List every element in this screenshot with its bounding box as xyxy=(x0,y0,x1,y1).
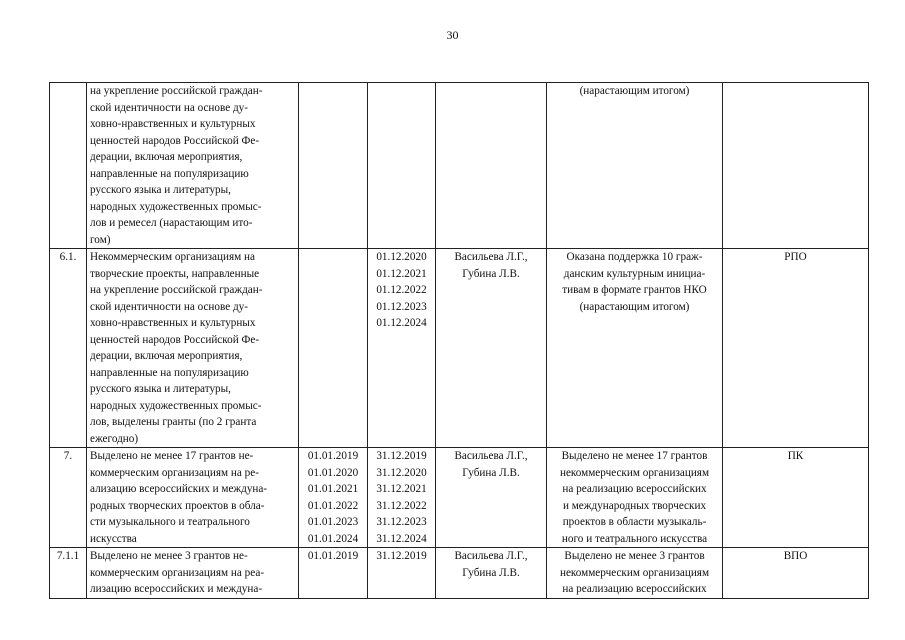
cell-description-line: лизацию всероссийских и междуна- xyxy=(90,583,263,595)
cell-description-line: направленные на популяризацию xyxy=(90,167,249,180)
table-row xyxy=(50,249,869,448)
cell-result-line: данским культурным инициа- xyxy=(563,267,706,280)
cell-result-line: (нарастающим итогом) xyxy=(579,300,690,313)
cell-description-line: дерации, включая мероприятия, xyxy=(90,350,243,362)
cell-end-date-line: 31.12.2024 xyxy=(376,532,427,545)
cell-item-number xyxy=(50,83,87,249)
cell-end-date-line: 31.12.2020 xyxy=(376,466,427,479)
cell-executor xyxy=(436,548,547,599)
cell-result xyxy=(547,83,723,249)
cell-description-line: коммерческим организациям на ре- xyxy=(90,466,259,479)
cell-description-line: ховно-нравственных и культурных xyxy=(90,317,256,329)
cell-end-date-line: 01.12.2020 xyxy=(376,251,427,263)
cell-end-date-line: 31.12.2023 xyxy=(376,516,427,528)
cell-description-line: русского языка и литературы, xyxy=(90,184,231,196)
cell-description-line: ховно-нравственных и культурных xyxy=(90,118,256,130)
cell-result-line: ного и театрального искусства xyxy=(561,532,708,545)
cell-result xyxy=(547,249,723,448)
cell-start-date xyxy=(299,83,368,249)
cell-executor-line: Губина Л.В. xyxy=(462,466,520,479)
cell-end-date xyxy=(368,83,436,249)
cell-description-line: народных художественных промыс- xyxy=(90,399,262,412)
cell-end-date-line: 31.12.2019 xyxy=(376,550,427,562)
cell-description xyxy=(87,548,299,599)
cell-result xyxy=(547,448,723,548)
cell-start-date-line: 01.01.2019 xyxy=(307,450,359,462)
cell-executor-line: Губина Л.В. xyxy=(462,267,520,280)
cell-result-line: и международных творческих xyxy=(562,499,707,512)
table-row xyxy=(50,448,869,548)
cell-responsible: РПО xyxy=(723,249,869,448)
cell-description-line: Выделено не менее 3 грантов не- xyxy=(90,550,248,562)
cell-description-line: искусства xyxy=(90,532,137,545)
cell-end-date-line: 01.12.2023 xyxy=(376,300,427,313)
cell-executor xyxy=(436,249,547,448)
cell-responsible: ПК xyxy=(723,448,869,548)
cell-end-date-line: 01.12.2022 xyxy=(376,284,427,296)
cell-description-line: гом) xyxy=(90,233,111,246)
cell-result-line: тивам в формате грантов НКО xyxy=(562,284,707,296)
page-number: 30 xyxy=(446,28,459,42)
cell-result-line: некоммерческим организациям xyxy=(559,566,710,579)
cell-description-line: дерации, включая мероприятия, xyxy=(90,151,243,163)
cell-executor xyxy=(436,448,547,548)
cell-description-line: народных художественных промыс- xyxy=(90,200,262,213)
cell-description-line: на укрепление российской граждан- xyxy=(90,284,263,296)
cell-description-line: ценностей народов Российской Фе- xyxy=(90,333,260,346)
cell-description-line: на укрепление российской граждан- xyxy=(90,85,263,97)
cell-result-line: проектов в области музыкаль- xyxy=(562,516,707,528)
cell-result-line: Выделено не менее 17 грантов xyxy=(561,450,708,462)
cell-executor-line: Васильева Л.Г., xyxy=(454,550,528,562)
cell-result-line: (нарастающим итогом) xyxy=(579,85,690,97)
cell-description-line: сти музыкального и театрального xyxy=(90,516,250,528)
cell-start-date-line: 01.01.2023 xyxy=(307,516,359,528)
cell-result-line: Выделено не менее 3 грантов xyxy=(564,550,705,562)
cell-description-line: лов и ремесел (нарастающим ито- xyxy=(90,217,253,229)
cell-start-date xyxy=(299,249,368,448)
cell-result-line: Оказана поддержка 10 граж- xyxy=(566,251,703,263)
cell-result xyxy=(547,548,723,599)
table-row xyxy=(50,548,869,599)
cell-item-number: 7. xyxy=(50,448,87,548)
cell-end-date-line: 31.12.2019 xyxy=(376,450,427,462)
cell-description-line: русского языка и литературы, xyxy=(90,383,231,395)
cell-start-date-line: 01.01.2021 xyxy=(307,483,359,495)
cell-description xyxy=(87,83,299,249)
cell-description-line: ализацию всероссийских и междуна- xyxy=(90,483,268,495)
cell-result-line: на реализацию всероссийских xyxy=(562,483,707,495)
cell-description-line: творческие проекты, направленные xyxy=(90,267,260,280)
cell-description-line: коммерческим организациям на реа- xyxy=(90,566,265,579)
cell-description-line: ской идентичности на основе ду- xyxy=(90,300,249,313)
cell-description-line: Некоммерческим организациям на xyxy=(90,251,255,263)
cell-description-line: ежегодно) xyxy=(90,432,139,445)
cell-end-date-line: 31.12.2021 xyxy=(376,483,427,495)
cell-end-date xyxy=(368,548,436,599)
cell-end-date-line: 01.12.2021 xyxy=(376,267,427,280)
cell-result-line: некоммерческим организациям xyxy=(559,466,710,479)
cell-end-date xyxy=(368,249,436,448)
cell-description-line: ценностей народов Российской Фе- xyxy=(90,134,260,147)
cell-description xyxy=(87,249,299,448)
cell-start-date-line: 01.01.2019 xyxy=(307,550,359,562)
cell-description-line: Выделено не менее 17 грантов не- xyxy=(90,450,254,462)
cell-description-line: направленные на популяризацию xyxy=(90,366,249,379)
cell-start-date-line: 01.01.2020 xyxy=(307,466,359,479)
table-row xyxy=(50,83,869,249)
cell-description xyxy=(87,448,299,548)
cell-item-number: 6.1. xyxy=(50,249,87,448)
cell-start-date xyxy=(299,548,368,599)
cell-item-number: 7.1.1 xyxy=(50,548,87,599)
cell-responsible xyxy=(723,83,869,249)
cell-end-date xyxy=(368,448,436,548)
cell-description-line: ской идентичности на основе ду- xyxy=(90,101,249,114)
cell-executor-line: Васильева Л.Г., xyxy=(454,450,528,462)
cell-start-date-line: 01.01.2022 xyxy=(307,499,359,512)
cell-responsible: ВПО xyxy=(723,548,869,599)
cell-executor xyxy=(436,83,547,249)
cell-end-date-line: 01.12.2024 xyxy=(376,317,427,329)
document-table xyxy=(49,82,869,599)
cell-end-date-line: 31.12.2022 xyxy=(376,499,427,512)
cell-executor-line: Васильева Л.Г., xyxy=(454,251,528,263)
cell-start-date xyxy=(299,448,368,548)
cell-executor-line: Губина Л.В. xyxy=(462,566,520,579)
cell-description-line: лов, выделены гранты (по 2 гранта xyxy=(90,416,257,428)
cell-result-line: на реализацию всероссийских xyxy=(562,583,707,595)
cell-start-date-line: 01.01.2024 xyxy=(307,532,359,545)
cell-description-line: родных творческих проектов в обла- xyxy=(90,499,265,512)
